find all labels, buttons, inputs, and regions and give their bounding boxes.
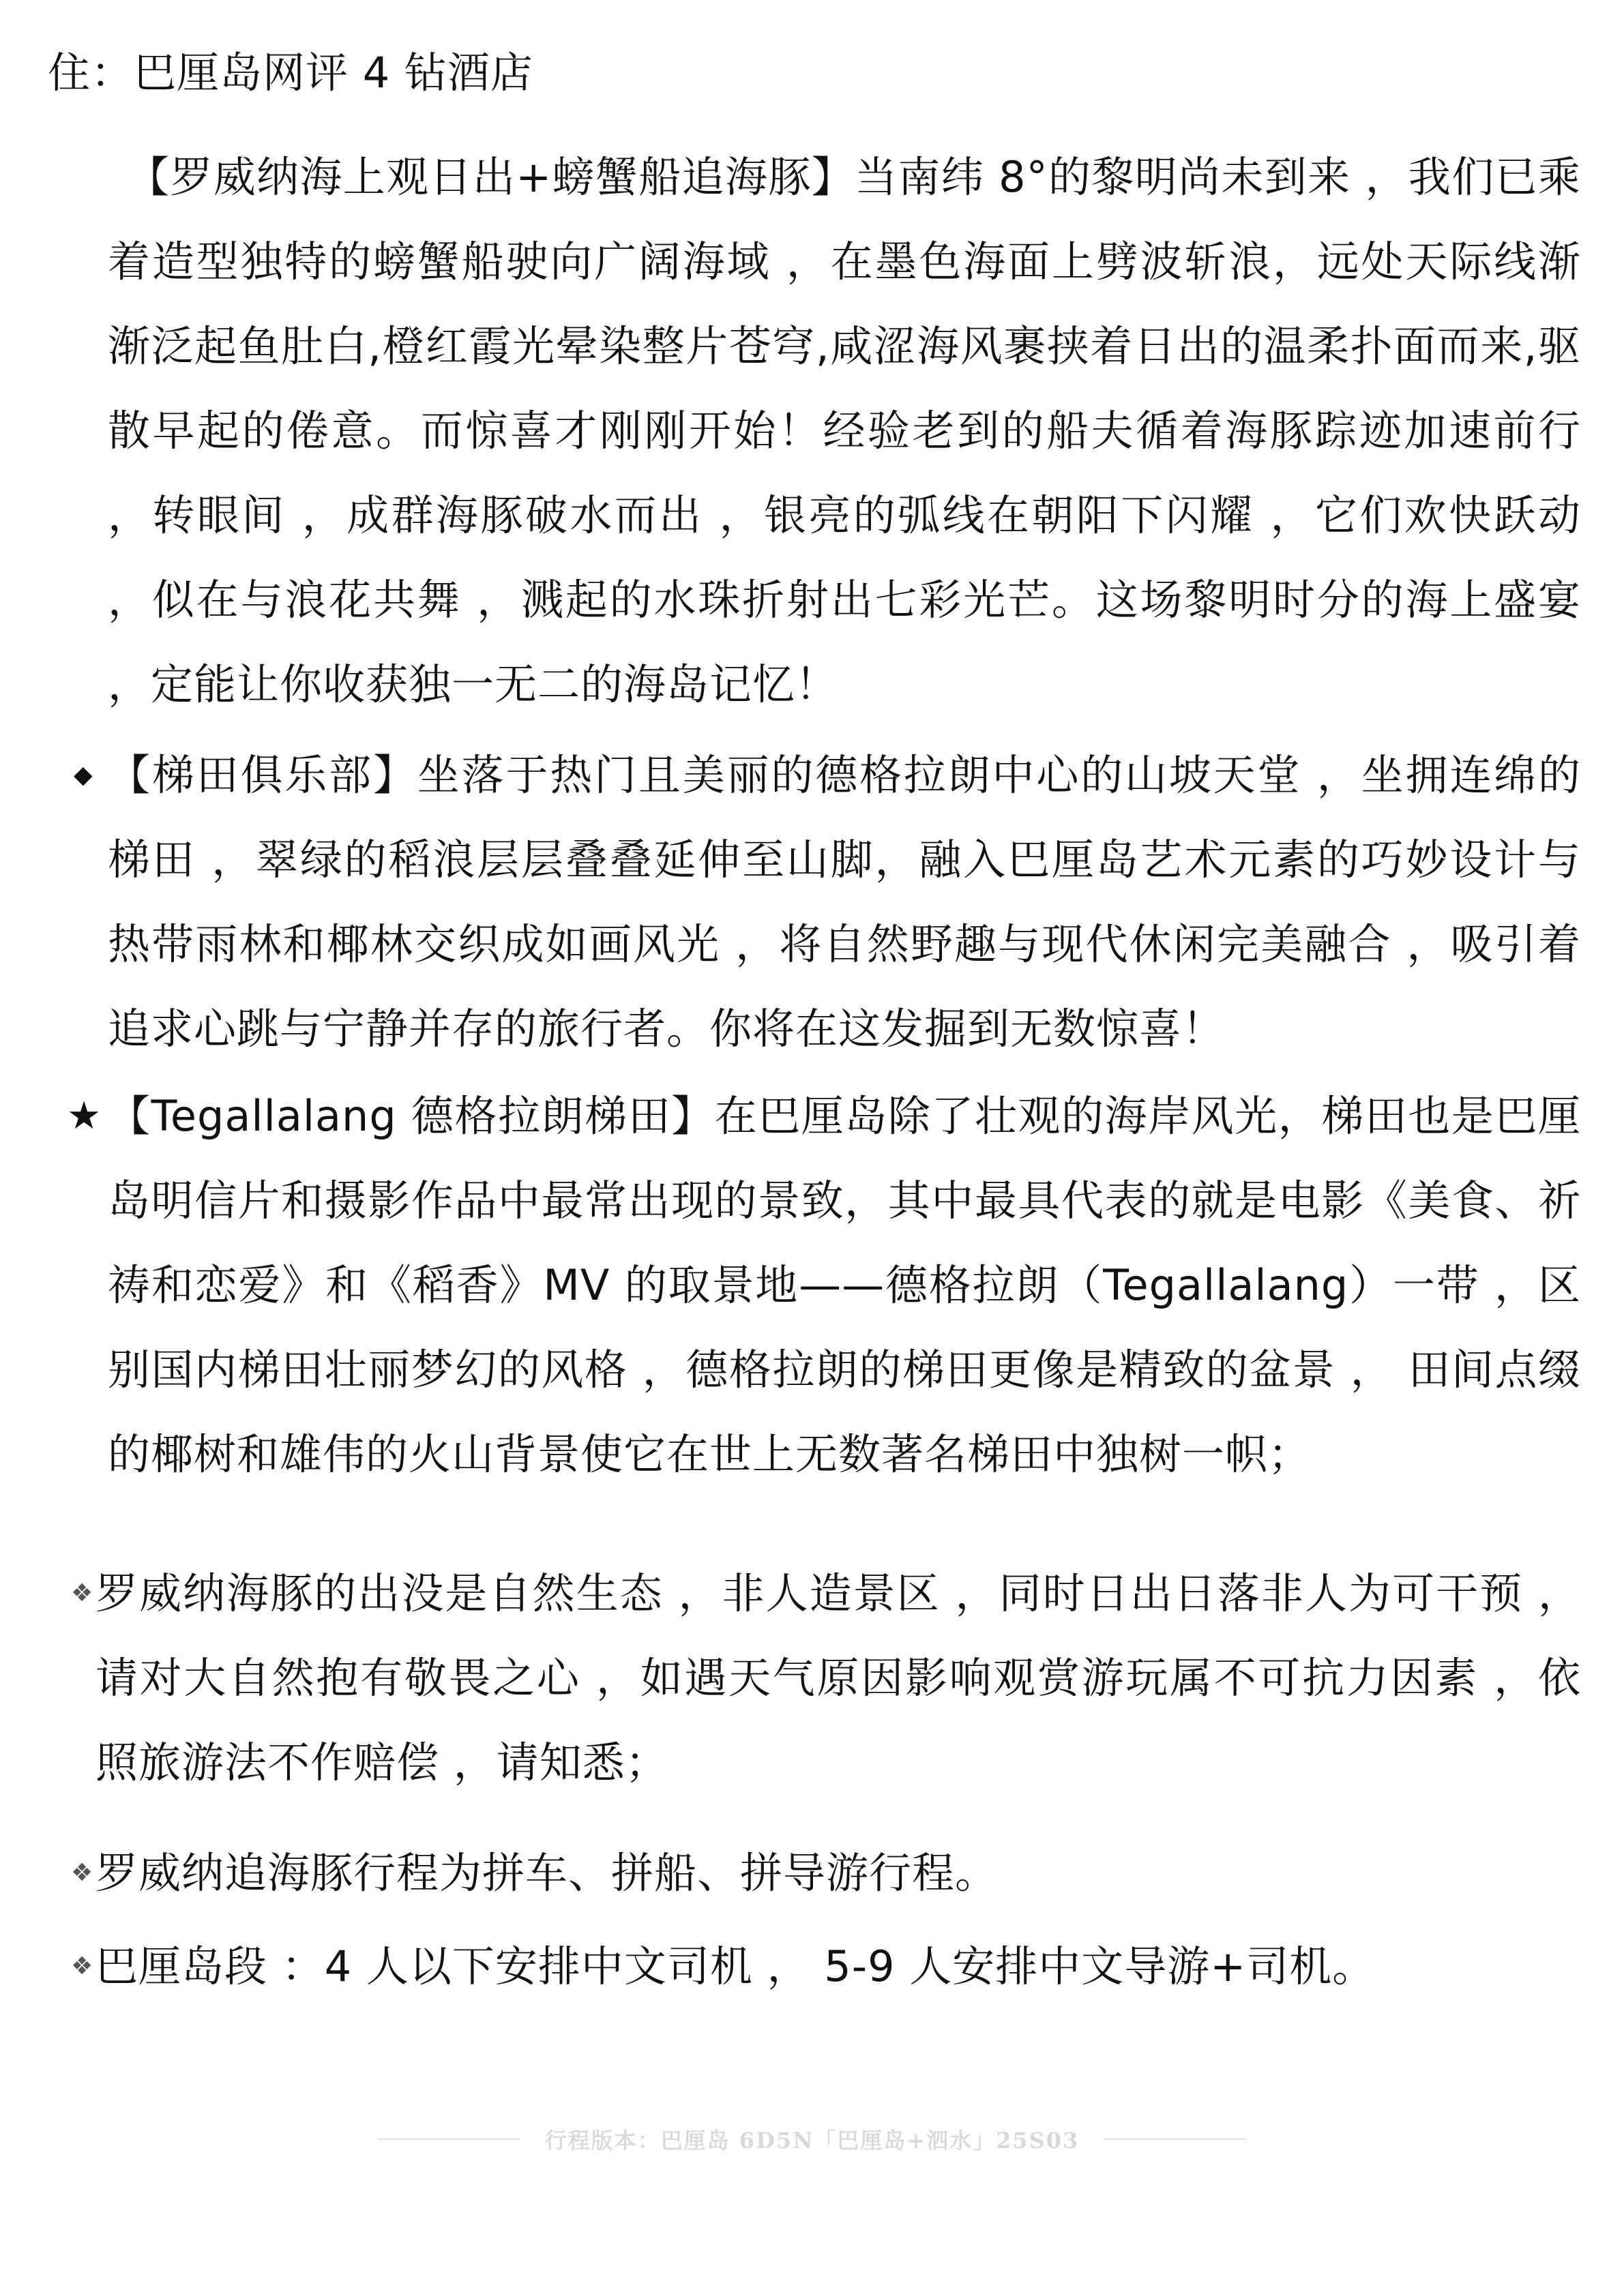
tegallalang-paragraph: 【Tegallalang 德格拉朗梯田】在巴厘岛除了壮观的海岸风光，梯田也是巴厘岛明信片和摄影作品中最常出现的景致，其中最具代表的就是电影《美食、祈祷和恋爱》和《稻香》MV 的取景地——德格拉朗（Tegallalang）一带 ，区别国内梯田壮丽梦幻的风格 ，德格拉朗的梯田更像是精致的盆景 ， 田间点缀的椰树和雄伟的火山背景使它在世上无数著名梯田中独树一帜； (108, 1091, 1581, 1479)
page-footer (0, 2122, 1624, 2156)
note-dolphin-disclaimer: 罗威纳海豚的出没是自然生态 ，非人造景区 ，同时日出日落非人为可干预 ，请对大自然抱有敬畏之心 ，如遇天气原因影响观赏游玩属不可抗力因素 ，依照旅游法不作赔偿 ，请知悉； (95, 1568, 1581, 1787)
note-bullet-icon: ❖ (71, 1859, 93, 1887)
terrace-club-paragraph: 【梯田俱乐部】坐落于热门且美丽的德格拉朗中心的山坡天堂 ，坐拥连绵的梯田 ，翠绿的稻浪层层叠叠延伸至山脚，融入巴厘岛艺术元素的巧妙设计与热带雨林和椰林交织成如画风光 ，将自然野趣与现代休闲完美融合 ，吸引着追求心跳与宁静并存的旅行者。你将在这发掘到无数惊喜！ (108, 750, 1581, 1054)
footer-divider-right (1104, 2138, 1247, 2140)
dolphin-sunrise-paragraph: 【罗威纳海上观日出+螃蟹船追海豚】当南纬 8°的黎明尚未到来 ，我们已乘着造型独特的螃蟹船驶向广阔海域 ，在墨色海面上劈波斩浪，远处天际线渐渐泛起鱼肚白,橙红霞光晕染整片苍穹,咸涩海风裹挟着日出的温柔扑面而来,驱散早起的倦意。而惊喜才刚刚开始！经验老到的船夫循着海豚踪迹加速前行 ，转眼间 ，成群海豚破水而出 ，银亮的弧线在朝阳下闪耀 ，它们欢快跃动 ，似在与浪花共舞 ，溅起的水珠折射出七彩光芒。这场黎明时分的海上盛宴 ，定能让你收获独一无二的海岛记忆！ (108, 152, 1581, 709)
diamond-bullet-icon: ◆ (74, 761, 93, 789)
itinerary-version-label: 行程版本：巴厘岛 6D5N「巴厘岛+泗水」25S03 (544, 2128, 1080, 2153)
note-bullet-icon: ❖ (71, 1952, 93, 1980)
note-bullet-icon: ❖ (71, 1579, 93, 1607)
hotel-info-line: 住：巴厘岛网评 4 钻酒店 (48, 48, 533, 98)
footer-divider-left (377, 2138, 520, 2140)
star-bullet-icon: ★ (67, 1094, 102, 1138)
note-guide-arrangement: 巴厘岛段 ：4 人以下安排中文司机 ， 5-9 人安排中文导游+司机。 (95, 1941, 1376, 1991)
note-shared-tour: 罗威纳追海豚行程为拼车、拼船、拼导游行程。 (95, 1848, 999, 1898)
